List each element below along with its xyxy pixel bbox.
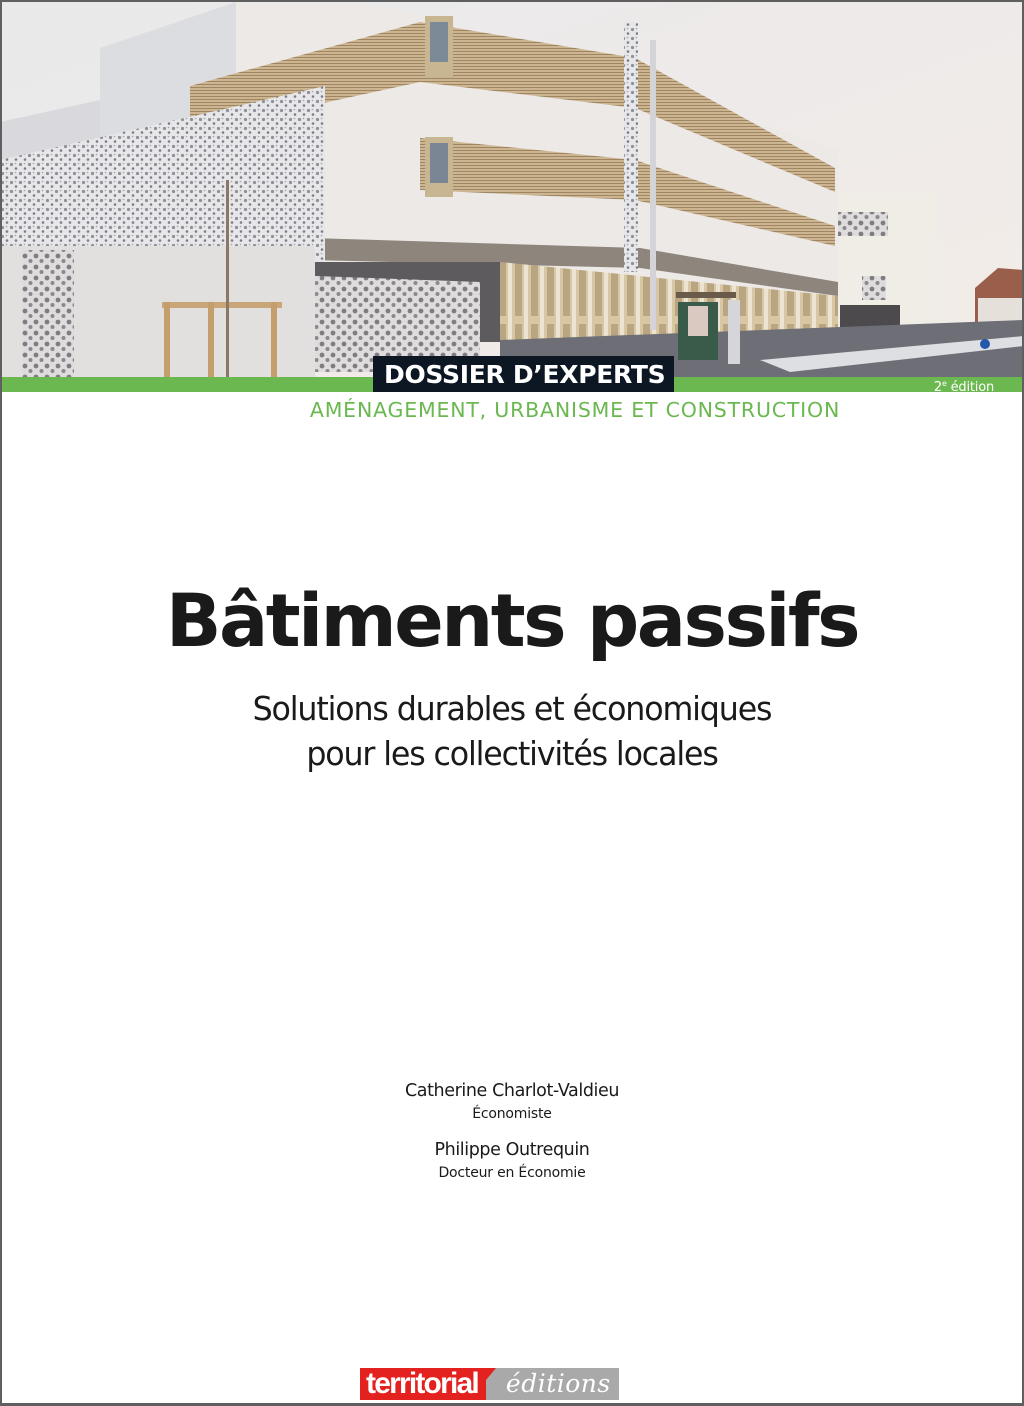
- author-name: Philippe Outrequin: [434, 1140, 590, 1160]
- edition-suffix: e: [941, 379, 947, 388]
- publisher-logo: [360, 1368, 619, 1400]
- author-2: [0, 1137, 1024, 1183]
- category-heading: AMÉNAGEMENT, URBANISME ET CONSTRUCTION: [309, 398, 841, 422]
- publisher-logo-territorial: territorial: [360, 1368, 486, 1400]
- author-name: Catherine Charlot-Valdieu: [404, 1081, 620, 1101]
- subtitle-line-1: Solutions durables et économiques: [252, 689, 772, 728]
- book-title: Bâtiments passifs: [165, 579, 859, 664]
- subtitle-line-2: pour les collectivités locales: [306, 734, 718, 773]
- authors-block: [0, 1078, 1024, 1196]
- author-1: [0, 1078, 1024, 1124]
- series-label: DOSSIER D’EXPERTS: [373, 356, 674, 392]
- book-subtitle: [20, 686, 1003, 776]
- author-role: Économiste: [472, 1106, 552, 1122]
- author-role: Docteur en Économie: [438, 1165, 586, 1181]
- edition-label: [934, 376, 994, 396]
- cover-photo: [0, 0, 1024, 378]
- edition-word: édition: [950, 380, 994, 395]
- edition-number: 2: [933, 380, 942, 395]
- building-photo-illustration: [0, 0, 1024, 378]
- publisher-logo-editions: éditions: [486, 1368, 619, 1400]
